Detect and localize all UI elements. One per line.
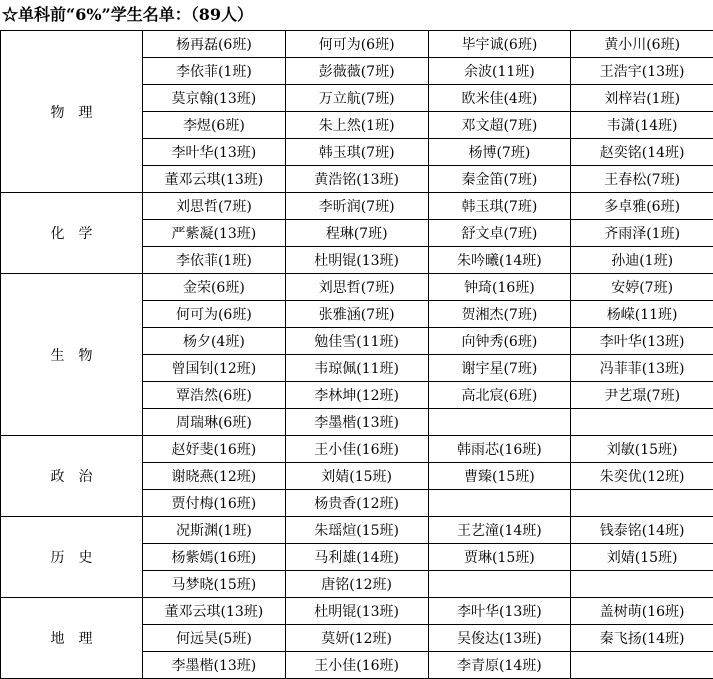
student-cell: 董邓云琪(13班)	[143, 166, 286, 193]
student-cell: 曹臻(15班)	[428, 463, 571, 490]
student-cell: 齐雨泽(1班)	[571, 220, 713, 247]
student-cell: 贾琳(15班)	[428, 544, 571, 571]
student-cell: 赵妤斐(16班)	[143, 436, 286, 463]
student-cell: 谢晓燕(12班)	[143, 463, 286, 490]
student-cell: 万立航(7班)	[285, 85, 428, 112]
page-title: ☆单科前“6%”学生名单：（89人）	[2, 0, 253, 30]
student-roster-table	[0, 30, 713, 679]
student-cell: 杨贵香(12班)	[285, 490, 428, 517]
student-cell	[428, 490, 571, 517]
student-cell	[571, 652, 713, 679]
student-cell: 唐铭(12班)	[285, 571, 428, 598]
student-cell: 黄浩铭(13班)	[285, 166, 428, 193]
student-cell	[571, 409, 713, 436]
student-cell: 杜明锟(13班)	[285, 247, 428, 274]
student-cell: 覃浩然(6班)	[143, 382, 286, 409]
student-cell: 杨夕(4班)	[143, 328, 286, 355]
student-cell: 莫妍(12班)	[285, 625, 428, 652]
student-cell: 高北宸(6班)	[428, 382, 571, 409]
student-cell: 欧米佳(4班)	[428, 85, 571, 112]
student-cell: 刘婧(15班)	[285, 463, 428, 490]
student-cell: 韩玉琪(7班)	[285, 139, 428, 166]
student-cell: 吴俊达(13班)	[428, 625, 571, 652]
student-cell: 李墨楷(13班)	[285, 409, 428, 436]
student-cell: 勉佳雪(11班)	[285, 328, 428, 355]
student-cell: 马利雄(14班)	[285, 544, 428, 571]
table-row	[1, 436, 713, 463]
student-cell: 韦琼佩(11班)	[285, 355, 428, 382]
student-cell: 杜明锟(13班)	[285, 598, 428, 625]
student-cell: 况斯渊(1班)	[143, 517, 286, 544]
student-cell	[428, 571, 571, 598]
subject-label: 地理	[1, 598, 143, 679]
student-cell: 王春松(7班)	[571, 166, 713, 193]
student-cell: 李林坤(12班)	[285, 382, 428, 409]
student-cell: 黄小川(6班)	[571, 31, 713, 58]
student-cell: 李叶华(13班)	[428, 598, 571, 625]
student-cell: 李依菲(1班)	[143, 247, 286, 274]
table-row	[1, 517, 713, 544]
student-cell: 何可为(6班)	[143, 301, 286, 328]
student-cell: 刘婧(15班)	[571, 544, 713, 571]
student-cell: 刘敏(15班)	[571, 436, 713, 463]
student-cell: 彭薇薇(7班)	[285, 58, 428, 85]
student-cell: 朱吟曦(14班)	[428, 247, 571, 274]
student-cell: 李依菲(1班)	[143, 58, 286, 85]
student-cell	[428, 409, 571, 436]
student-cell: 杨紫嫣(16班)	[143, 544, 286, 571]
student-cell: 盖树萌(16班)	[571, 598, 713, 625]
table-row	[1, 31, 713, 58]
student-cell: 何可为(6班)	[285, 31, 428, 58]
student-cell: 程琳(7班)	[285, 220, 428, 247]
student-cell: 王小佳(16班)	[285, 652, 428, 679]
student-cell: 金荣(6班)	[143, 274, 286, 301]
student-cell: 杨再磊(6班)	[143, 31, 286, 58]
student-cell: 王艺潼(14班)	[428, 517, 571, 544]
student-cell: 余波(11班)	[428, 58, 571, 85]
student-cell: 莫京翰(13班)	[143, 85, 286, 112]
student-cell: 李叶华(13班)	[571, 328, 713, 355]
student-cell: 向钟秀(6班)	[428, 328, 571, 355]
student-cell: 孙迪(1班)	[571, 247, 713, 274]
student-cell: 韩雨芯(16班)	[428, 436, 571, 463]
subject-label: 生物	[1, 274, 143, 436]
student-cell: 杨博(7班)	[428, 139, 571, 166]
student-cell: 王小佳(16班)	[285, 436, 428, 463]
student-cell: 舒文卓(7班)	[428, 220, 571, 247]
student-cell: 尹艺璟(7班)	[571, 382, 713, 409]
student-cell: 严紫凝(13班)	[143, 220, 286, 247]
student-cell: 张雅涵(7班)	[285, 301, 428, 328]
student-cell: 钱泰铭(14班)	[571, 517, 713, 544]
student-cell: 安婷(7班)	[571, 274, 713, 301]
student-cell: 李昕润(7班)	[285, 193, 428, 220]
student-cell: 曾国钊(12班)	[143, 355, 286, 382]
student-cell: 李青原(14班)	[428, 652, 571, 679]
student-cell: 多卓雅(6班)	[571, 193, 713, 220]
student-cell: 刘思哲(7班)	[143, 193, 286, 220]
subject-label: 历史	[1, 517, 143, 598]
student-cell: 李墨楷(13班)	[143, 652, 286, 679]
student-cell: 李煜(6班)	[143, 112, 286, 139]
student-cell: 周瑞琳(6班)	[143, 409, 286, 436]
student-cell: 毕宇诚(6班)	[428, 31, 571, 58]
subject-label: 政治	[1, 436, 143, 517]
student-cell: 朱奕优(12班)	[571, 463, 713, 490]
subject-label: 化学	[1, 193, 143, 274]
student-cell: 马梦晓(15班)	[143, 571, 286, 598]
student-cell: 韩玉琪(7班)	[428, 193, 571, 220]
table-row	[1, 598, 713, 625]
student-cell: 朱瑶煊(15班)	[285, 517, 428, 544]
student-cell: 刘梓岩(1班)	[571, 85, 713, 112]
student-cell: 杨嵘(11班)	[571, 301, 713, 328]
student-cell: 朱上然(1班)	[285, 112, 428, 139]
student-cell: 李叶华(13班)	[143, 139, 286, 166]
student-cell: 秦金笛(7班)	[428, 166, 571, 193]
student-cell: 秦飞扬(14班)	[571, 625, 713, 652]
student-cell: 赵奕铭(14班)	[571, 139, 713, 166]
table-row	[1, 274, 713, 301]
student-cell: 钟琦(16班)	[428, 274, 571, 301]
student-cell	[571, 490, 713, 517]
student-cell: 邓文超(7班)	[428, 112, 571, 139]
student-cell	[571, 571, 713, 598]
subject-label: 物理	[1, 31, 143, 193]
student-cell: 韦潇(14班)	[571, 112, 713, 139]
student-cell: 刘思哲(7班)	[285, 274, 428, 301]
student-cell: 冯菲菲(13班)	[571, 355, 713, 382]
student-cell: 谢宇星(7班)	[428, 355, 571, 382]
student-cell: 董邓云琪(13班)	[143, 598, 286, 625]
student-cell: 贺湘杰(7班)	[428, 301, 571, 328]
student-cell: 何远昊(5班)	[143, 625, 286, 652]
table-row	[1, 193, 713, 220]
student-cell: 贾付梅(16班)	[143, 490, 286, 517]
student-cell: 王浩宇(13班)	[571, 58, 713, 85]
